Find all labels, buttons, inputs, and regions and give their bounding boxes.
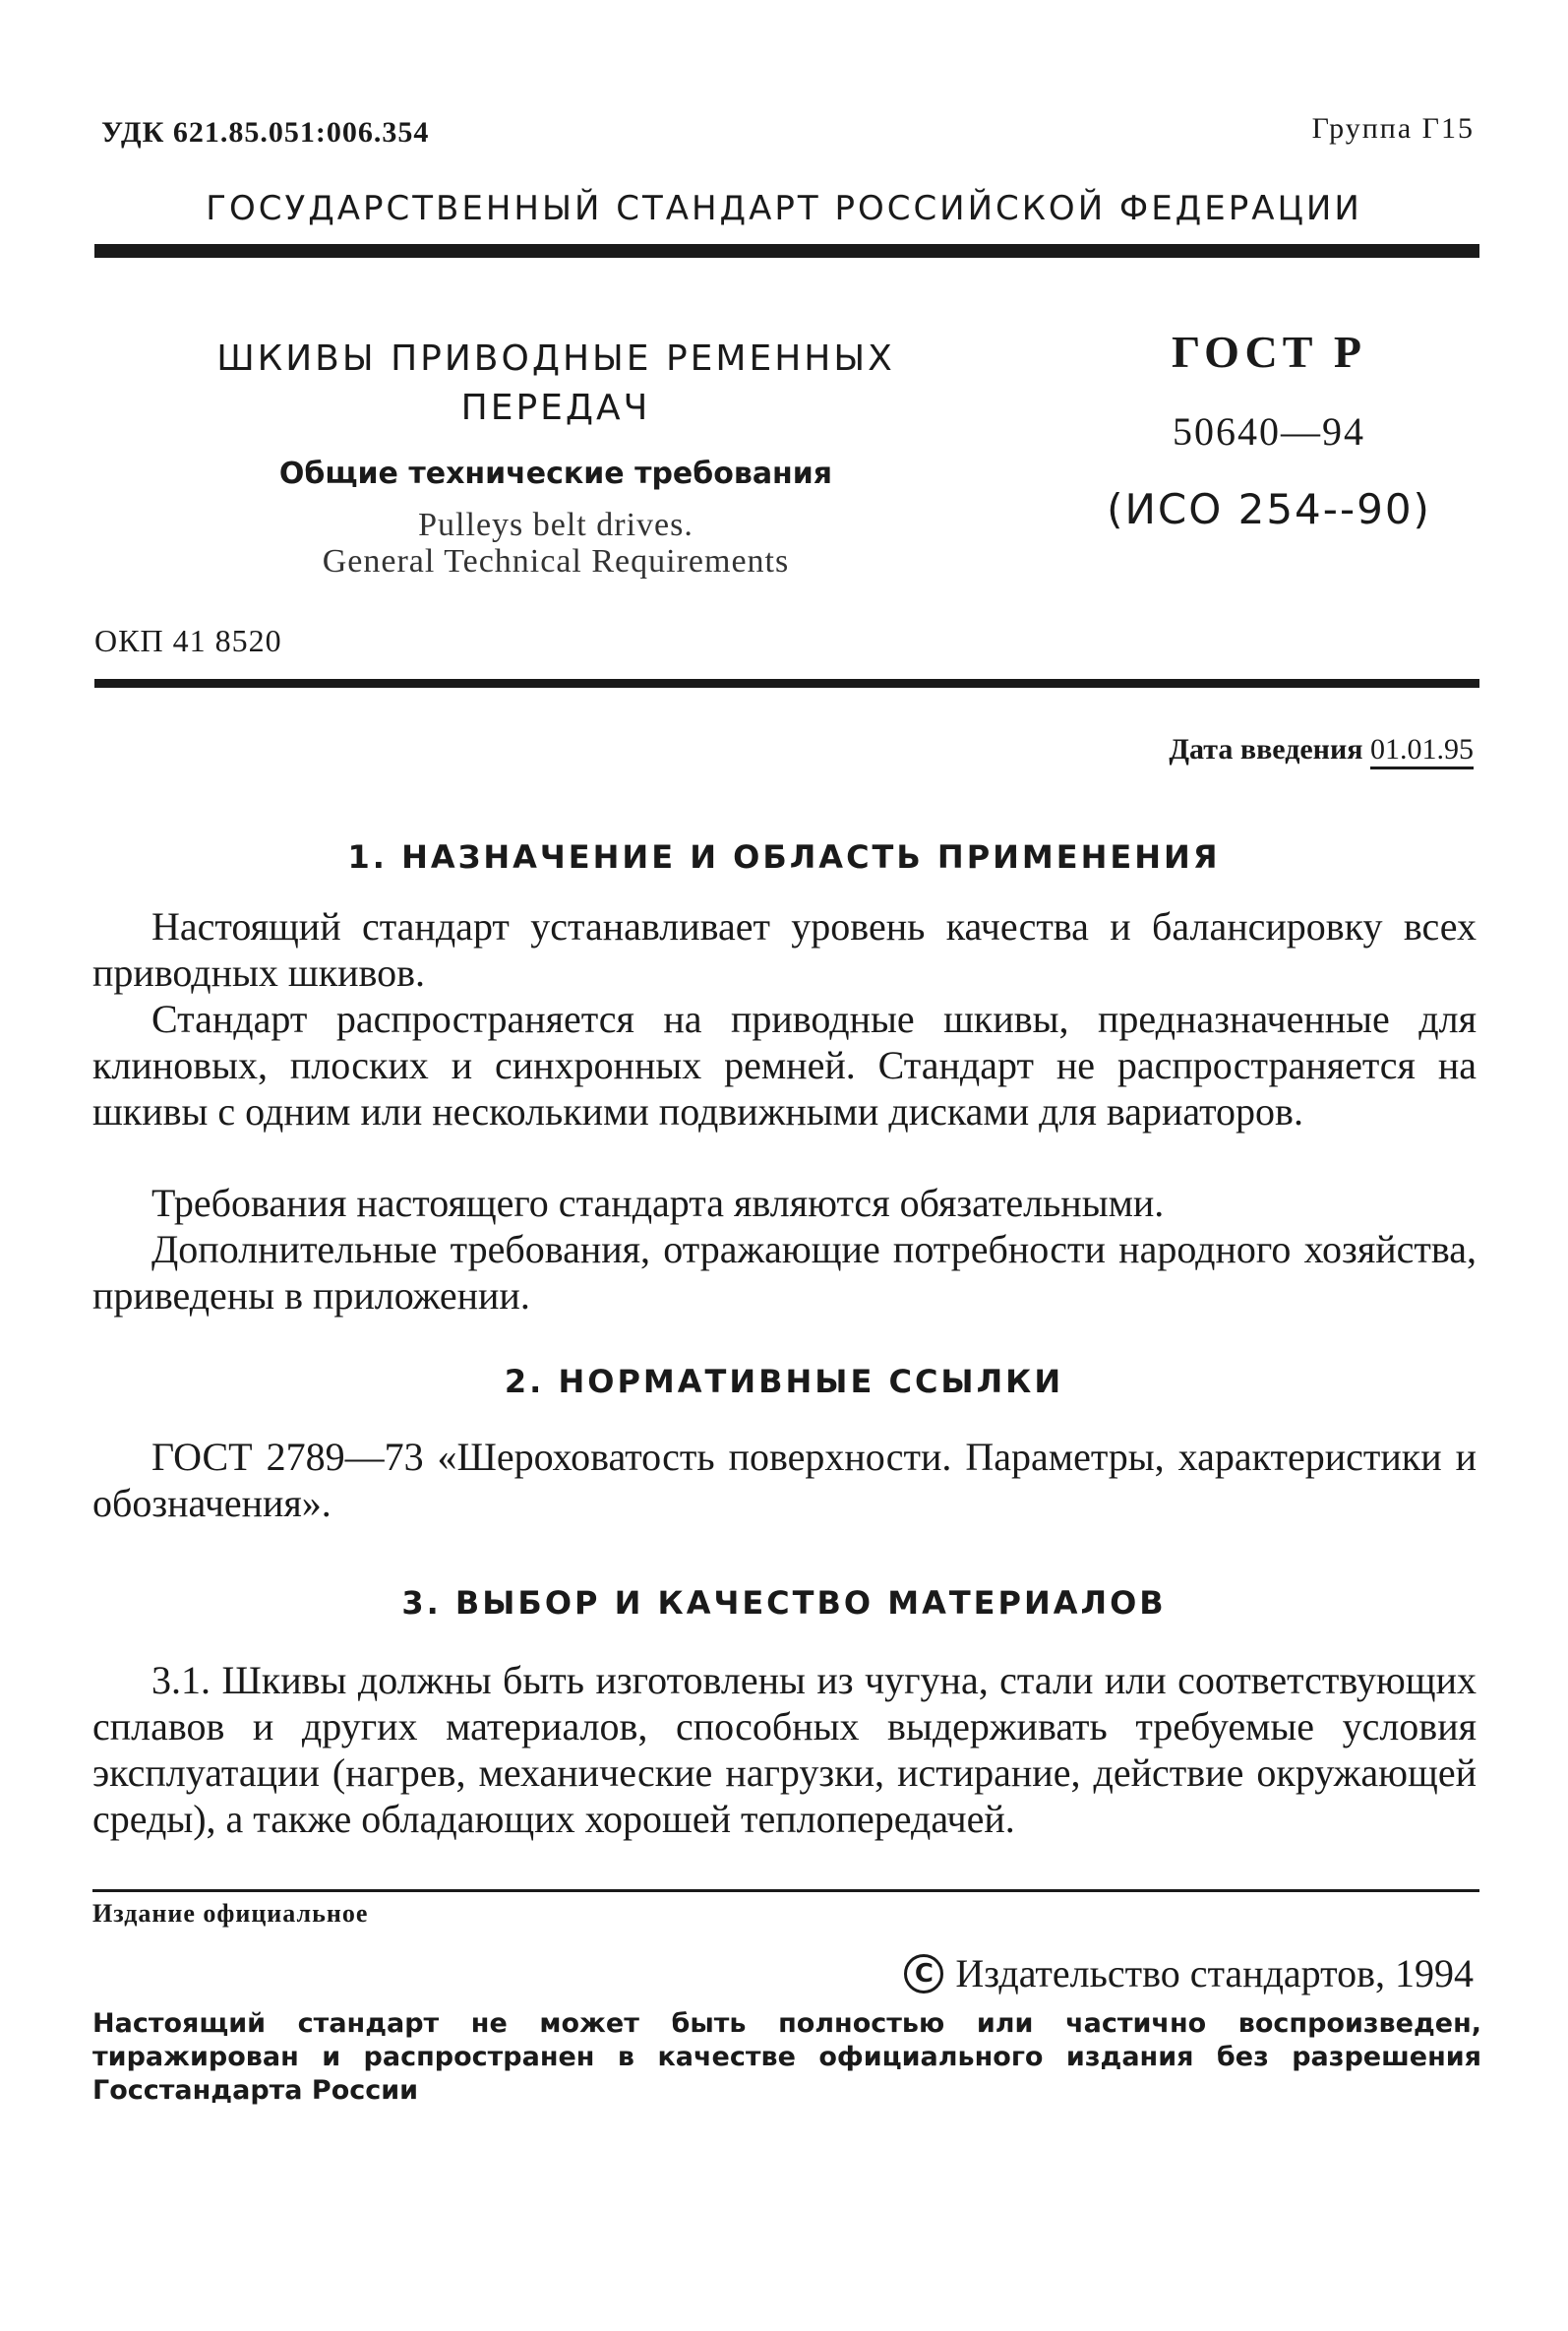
section-3-heading: 3. ВЫБОР И КАЧЕСТВО МАТЕРИАЛОВ [401, 1584, 1167, 1622]
section-1-paragraph: Дополнительные требования, отражающие потребности народного хозяйства, приведены в приложении. [92, 1227, 1477, 1318]
gost-number: 50640—94 [1173, 409, 1365, 454]
udk-code: УДК 621.85.051:006.354 [101, 116, 430, 149]
subtitle-english-line1: Pulleys belt drives. [418, 507, 694, 543]
copyright-icon: C [904, 1954, 943, 1994]
designation-block [1062, 323, 1476, 535]
state-standard-title: ГОСУДАРСТВЕННЫЙ СТАНДАРТ РОССИЙСКОЙ ФЕДЕРАЦИИ [206, 189, 1362, 228]
intro-date-value: 01.01.95 [1370, 733, 1474, 766]
section-2-heading: 2. НОРМАТИВНЫЕ ССЫЛКИ [504, 1363, 1064, 1400]
okp-code: ОКП 41 8520 [94, 623, 282, 658]
section-2-paragraph: ГОСТ 2789—73 «Шероховатость поверхности. Параметры, характеристики и обозначения». [92, 1435, 1477, 1525]
publisher-name: Издательство стандартов, 1994 [955, 1951, 1474, 1995]
section-1-paragraph: Настоящий стандарт устанавливает уровень качества и балансировку всех приводных шкивов. [92, 904, 1477, 995]
subtitle-english-line2: General Technical Requirements [322, 543, 790, 580]
top-divider [94, 244, 1479, 258]
title-block [197, 335, 915, 581]
intro-date-label: Дата введения [1169, 733, 1363, 766]
official-edition-label: Издание официальное [92, 1899, 369, 1928]
document-title-line1: ШКИВЫ ПРИВОДНЫЕ РЕМЕННЫХ [216, 338, 895, 379]
section-1-heading: 1. НАЗНАЧЕНИЕ И ОБЛАСТЬ ПРИМЕНЕНИЯ [347, 838, 1221, 876]
publisher-line [904, 1950, 1474, 1996]
section-3-paragraph: 3.1. Шкивы должны быть изготовлены из чугуна, стали или соответствующих сплавов и других материалов, способных выдерживать требуемые условия эксплуатации (нагрев, механические нагрузки, истирание, действие окружающей среды), а также обладающих хорошей теплопередачей. [92, 1658, 1477, 1841]
footer-divider [92, 1889, 1479, 1892]
middle-divider [94, 679, 1479, 688]
copyright-notice: Настоящий стандарт не может быть полностью или частично воспроизведен, тиражирован и распространен в качестве официального издания без разрешения Госстандарта России [92, 2008, 1481, 2106]
document-title-line2: ПЕРЕДАЧ [460, 388, 651, 428]
iso-reference: (ИСО 254--90) [1107, 485, 1431, 533]
group-code: Группа Г15 [1311, 112, 1475, 145]
gost-label: ГОСТ Р [1172, 327, 1366, 377]
section-1-paragraph: Требования настоящего стандарта являются обязательными. [151, 1181, 1165, 1225]
intro-date [1169, 733, 1474, 767]
subtitle-russian: Общие технические требования [278, 457, 833, 491]
section-1-paragraph: Стандарт распространяется на приводные шкивы, предназначенные для клиновых, плоских и синхронных ремней. Стандарт не распространяется на шкивы с одним или несколькими подвижными дисками для вариаторов. [92, 997, 1477, 1134]
